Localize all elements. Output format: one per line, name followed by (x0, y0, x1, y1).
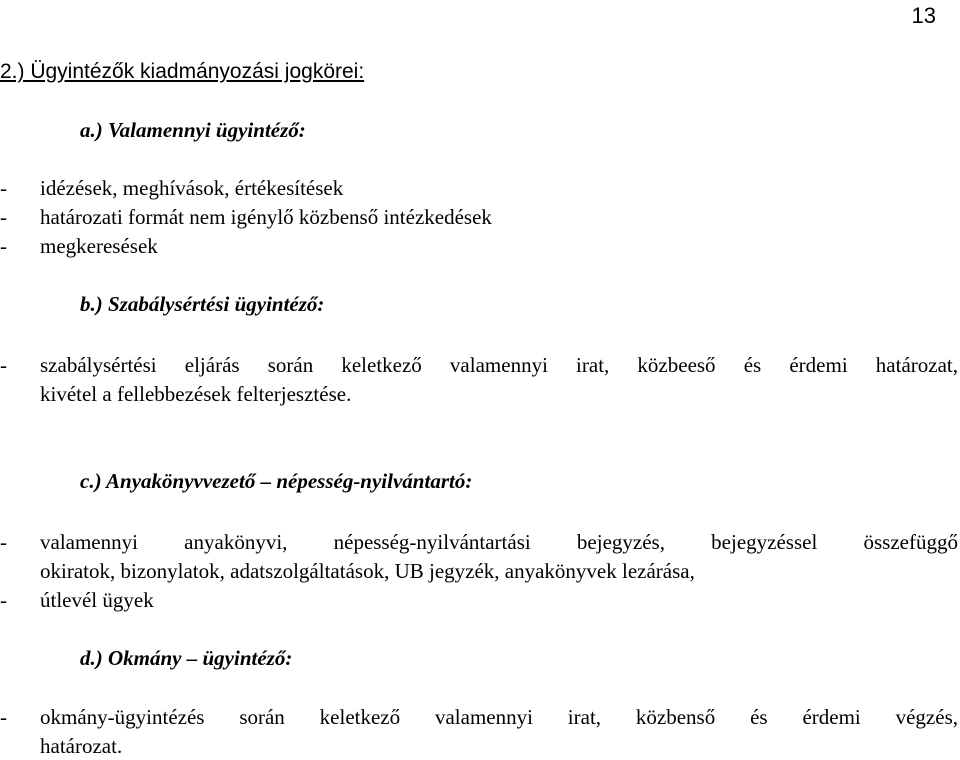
list-item-text: határozati formát nem igénylő közbenső intézkedések (40, 205, 492, 229)
list-dash: - (0, 705, 7, 729)
list-dash: - (0, 588, 7, 612)
subsection-heading-b: b.) Szabálysértési ügyintéző: (80, 292, 325, 316)
list-item-text-continuation: határozat. (40, 734, 123, 758)
list-item-text: útlevél ügyek (40, 588, 154, 612)
list-dash: - (0, 530, 7, 554)
list-item-text-continuation: okiratok, bizonylatok, adatszolgáltatások, UB jegyzék, anyakönyvek lezárása, (40, 559, 695, 583)
list-dash: - (0, 234, 7, 258)
subsection-heading-a: a.) Valamennyi ügyintéző: (80, 118, 306, 142)
subsection-heading-c: c.) Anyakönyvvezető – népesség-nyilvántartó: (80, 469, 473, 493)
list-item-text: megkeresések (40, 234, 158, 258)
list-dash: - (0, 353, 7, 377)
list-item-text: okmány-ügyintézés során keletkező valamennyi irat, közbenső és érdemi végzés, (40, 705, 958, 729)
section-heading-main: 2.) Ügyintézők kiadmányozási jogkörei: (0, 60, 365, 83)
list-item-text-continuation: kivétel a fellebbezések felterjesztése. (40, 382, 352, 406)
list-dash: - (0, 205, 7, 229)
subsection-heading-d: d.) Okmány – ügyintéző: (80, 646, 293, 670)
list-item-text: idézések, meghívások, értékesítések (40, 176, 344, 200)
page-number: 13 (911, 3, 936, 28)
list-item-text: valamennyi anyakönyvi, népesség-nyilvántartási bejegyzés, bejegyzéssel összefüggő (40, 530, 958, 554)
list-dash: - (0, 176, 7, 200)
list-item-text: szabálysértési eljárás során keletkező valamennyi irat, közbeeső és érdemi határozat, (40, 353, 958, 377)
